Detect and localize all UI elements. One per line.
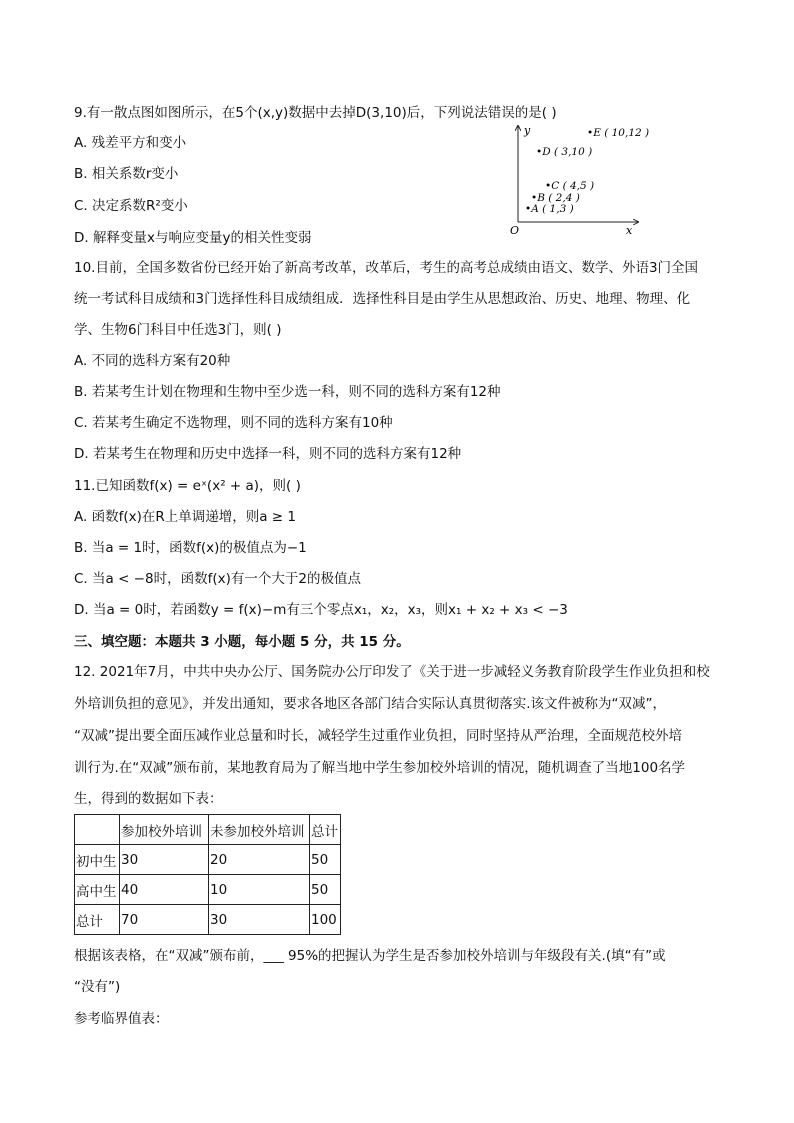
scatter-plot-figure	[500, 120, 650, 240]
point-c-label: •C ( 4,5 )	[545, 180, 595, 192]
q9-option-a: A. 残差平方和变小	[74, 135, 187, 151]
q11-option-b: B. 当a = 1时，函数f(x)的极值点为−1	[74, 540, 307, 556]
table-cell: 40	[120, 875, 209, 905]
q12-stem-line-4: 训行为.在“双减”颁布前，某地教育局为了解当地中学生参加校外培训的情况，随机调查了当地100名学	[74, 760, 686, 776]
q12-data-table	[74, 814, 341, 935]
table-cell: 10	[209, 875, 310, 905]
table-cell: 总计	[75, 905, 120, 935]
table-cell: 20	[209, 845, 310, 875]
table-header-cell: 未参加校外培训	[209, 815, 310, 845]
q11-option-d: D. 当a = 0时，若函数y = f(x)−m有三个零点x₁，x₂，x₃，则x₁ + x₂ + x₃ < −3	[74, 602, 568, 618]
table-header-cell: 参加校外培训	[120, 815, 209, 845]
y-axis-label: y	[524, 124, 531, 137]
q11-option-a: A. 函数f(x)在R上单调递增，则a ≥ 1	[74, 509, 296, 525]
point-e-label: •E ( 10,12 )	[587, 127, 650, 139]
q10-stem-line-2: 统一考试科目成绩和3门选择性科目成绩组成．选择性科目是由学生从思想政治、历史、地理、物理、化	[74, 291, 691, 307]
table-cell: 初中生	[75, 845, 120, 875]
q9-option-d: D. 解释变量x与响应变量y的相关性变弱	[74, 230, 312, 246]
q12-after-line-1: 根据该表格，在“双减”颁布前，___ 95%的把握认为学生是否参加校外培训与年级段有关.(填“有”或	[74, 948, 666, 964]
table-row	[75, 905, 341, 935]
table-cell: 30	[209, 905, 310, 935]
q10-stem-line-3: 学、生物6门科目中任选3门，则( )	[74, 322, 282, 338]
point-d-label: •D ( 3,10 )	[536, 146, 593, 158]
point-b-label: •B ( 2,4 )	[531, 192, 580, 204]
table-header-row	[75, 815, 341, 845]
x-axis-label: x	[626, 224, 633, 237]
q12-reference-label: 参考临界值表：	[74, 1011, 169, 1027]
table-cell: 50	[310, 875, 341, 905]
q11-stem: 11.已知函数f(x) = eˣ(x² + a)，则( )	[74, 478, 301, 494]
q12-stem-line-2: 外培训负担的意见》，并发出通知，要求各地区各部门结合实际认真贯彻落实.该文件被称为“双减”，	[74, 696, 667, 712]
table-cell: 50	[310, 845, 341, 875]
q9-option-c: C. 决定系数R²变小	[74, 198, 188, 214]
table-header-cell: 总计	[310, 815, 341, 845]
q11-option-c: C. 当a < −8时，函数f(x)有一个大于2的极值点	[74, 571, 361, 587]
table-cell: 100	[310, 905, 341, 935]
q10-stem-line-1: 10.目前，全国多数省份已经开始了新高考改革，改革后，考生的高考总成绩由语文、数学、外语3门全国	[74, 260, 699, 276]
q9-stem: 9.有一散点图如图所示，在5个(x,y)数据中去掉D(3,10)后，下列说法错误的是( )	[74, 105, 557, 121]
table-cell: 高中生	[75, 875, 120, 905]
point-a-label: •A ( 1,3 )	[525, 203, 574, 215]
q12-stem-line-5: 生，得到的数据如下表：	[74, 791, 223, 807]
q10-option-c: C. 若某考生确定不选物理，则不同的选科方案有10种	[74, 415, 393, 431]
q12-stem-line-3: “双减”提出要全面压减作业总量和时长，减轻学生过重作业负担，同时坚持从严治理，全面规范校外培	[74, 728, 682, 744]
table-row	[75, 875, 341, 905]
q9-option-b: B. 相关系数r变小	[74, 166, 179, 182]
table-row	[75, 845, 341, 875]
q10-option-a: A. 不同的选科方案有20种	[74, 353, 231, 369]
q10-option-d: D. 若某考生在物理和历史中选择一科，则不同的选科方案有12种	[74, 446, 462, 462]
origin-label: O	[510, 224, 520, 237]
q10-option-b: B. 若某考生计划在物理和生物中至少选一科，则不同的选科方案有12种	[74, 384, 501, 400]
table-header-cell	[75, 815, 120, 845]
section-heading: 三、填空题：本题共 3 小题，每小题 5 分，共 15 分。	[74, 634, 410, 650]
q12-after-line-2: “没有”)	[74, 979, 121, 995]
table-cell: 30	[120, 845, 209, 875]
q12-stem-line-1: 12. 2021年7月，中共中央办公厅、国务院办公厅印发了《关于进一步减轻义务教育阶段学生作业负担和校	[74, 664, 710, 680]
table-cell: 70	[120, 905, 209, 935]
